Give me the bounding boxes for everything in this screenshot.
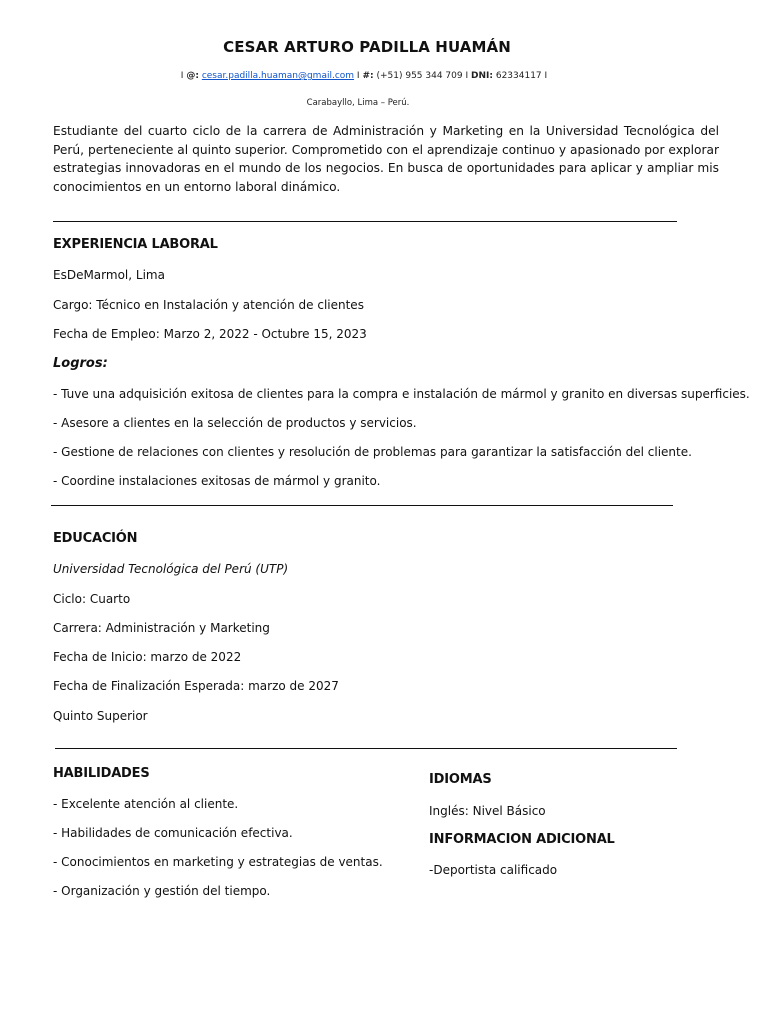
additional-info-item: -Deportista calificado <box>429 863 558 877</box>
experience-position: Cargo: Técnico en Instalación y atención de clientes <box>53 298 364 312</box>
email-link[interactable]: cesar.padilla.huaman@gmail.com <box>201 71 355 81</box>
phone-label: #: <box>362 71 374 81</box>
education-institution: Universidad Tecnológica del Perú (UTP) <box>53 562 289 576</box>
separator: I <box>356 71 360 81</box>
experience-heading: EXPERIENCIA LABORAL <box>53 237 218 252</box>
separator: I <box>180 71 184 81</box>
achievement-item: - Gestione de relaciones con clientes y resolución de problemas para garantizar la satisfacción del cliente. <box>53 445 692 459</box>
education-end-date: Fecha de Finalización Esperada: marzo de 2027 <box>53 679 339 693</box>
achievements-heading: Logros: <box>53 356 108 371</box>
dni-label: DNI: <box>471 71 493 81</box>
skill-item: - Conocimientos en marketing y estrategias de ventas. <box>53 855 383 869</box>
education-rank: Quinto Superior <box>53 709 148 723</box>
section-divider <box>51 505 673 506</box>
skill-item: - Organización y gestión del tiempo. <box>53 884 271 898</box>
additional-info-heading: INFORMACION ADICIONAL <box>429 832 615 847</box>
achievement-item: - Asesore a clientes en la selección de productos y servicios. <box>53 416 417 430</box>
section-divider <box>53 221 677 222</box>
dni-number: 62334117 <box>495 71 542 81</box>
professional-summary: Estudiante del cuarto ciclo de la carrera de Administración y Marketing en la Universidad Tecnológica del Perú, perteneciente al quinto superior. Comprometido con el aprendizaje continuo y apasionado por explorar estrategias innovadoras en el mundo de los negocios. En busca de oportunidades para aplicar y ampliar mis conocimientos en un entorno laboral dinámico. <box>53 124 719 194</box>
achievement-item: - Tuve una adquisición exitosa de clientes para la compra e instalación de mármol y granito en diversas superficies. <box>53 387 750 401</box>
skill-item: - Excelente atención al cliente. <box>53 797 239 811</box>
experience-company: EsDeMarmol, Lima <box>53 268 165 282</box>
language-item: Inglés: Nivel Básico <box>429 804 546 818</box>
candidate-name: CESAR ARTURO PADILLA HUAMÁN <box>223 38 511 56</box>
contact-line <box>0 71 728 81</box>
separator: I <box>544 71 548 81</box>
phone-number: (+51) 955 344 709 <box>376 71 463 81</box>
education-start-date: Fecha de Inicio: marzo de 2022 <box>53 650 242 664</box>
languages-heading: IDIOMAS <box>429 772 492 787</box>
skills-heading: HABILIDADES <box>53 766 150 781</box>
skill-item: - Habilidades de comunicación efectiva. <box>53 826 293 840</box>
education-career: Carrera: Administración y Marketing <box>53 621 270 635</box>
education-cycle: Ciclo: Cuarto <box>53 592 131 606</box>
separator: I <box>465 71 469 81</box>
achievement-item: - Coordine instalaciones exitosas de mármol y granito. <box>53 474 381 488</box>
experience-dates: Fecha de Empleo: Marzo 2, 2022 - Octubre 15, 2023 <box>53 327 367 341</box>
email-label: @: <box>186 71 199 81</box>
education-heading: EDUCACIÓN <box>53 531 138 546</box>
section-divider <box>55 748 677 749</box>
address: Carabayllo, Lima – Perú. <box>306 98 410 108</box>
